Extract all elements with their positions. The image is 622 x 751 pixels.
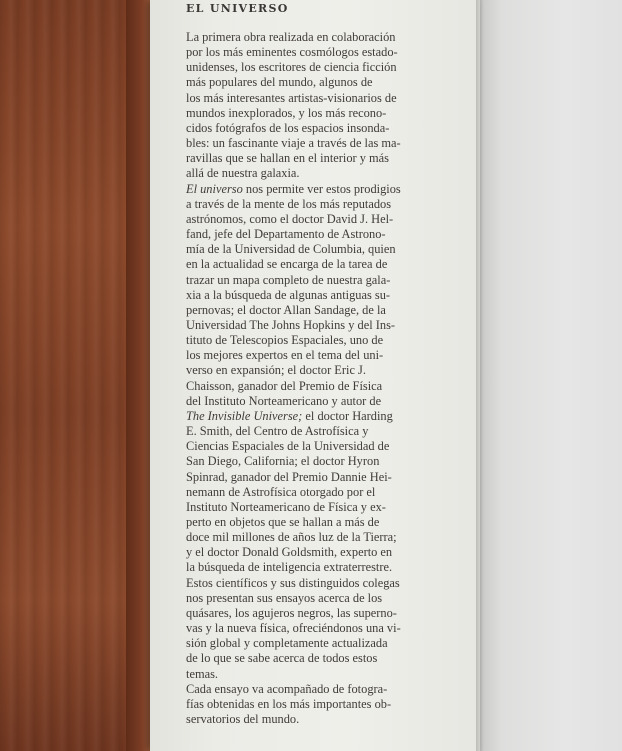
grey-backdrop bbox=[480, 0, 622, 751]
text-line: La primera obra realizada en colaboración bbox=[186, 30, 396, 44]
text-line: allá de nuestra galaxia. bbox=[186, 166, 300, 181]
text-line: astrónomos, como el doctor David J. Hel- bbox=[186, 211, 394, 226]
text-line: Cada ensayo va acompañado de fotogra- bbox=[186, 681, 388, 696]
text-line: más populares del mundo, algunos de bbox=[186, 75, 373, 90]
text-line: a través de la mente de los más reputados bbox=[186, 196, 392, 211]
text-line bbox=[186, 409, 422, 424]
text-line: Spinrad, ganador del Premio Dannie Hei- bbox=[186, 469, 392, 484]
text-line: los mejores expertos en el tema del uni- bbox=[186, 348, 384, 363]
text-line: los más interesantes artistas-visionarios de bbox=[186, 90, 397, 105]
book-title-heading: EL UNIVERSO bbox=[186, 2, 289, 15]
text-line: perto en objetos que se hallan a más de bbox=[186, 515, 380, 529]
text-line: ravillas que se hallan en el interior y más bbox=[186, 151, 389, 166]
page-shadow bbox=[476, 0, 484, 751]
text-line: la búsqueda de inteligencia extraterrestre. bbox=[186, 560, 393, 575]
text-line: mundos inexplorados, y los más recono- bbox=[186, 105, 387, 120]
text-line: Ciencias Espaciales de la Universidad de bbox=[186, 439, 390, 454]
text-line: Estos científicos y sus distinguidos colegas bbox=[186, 575, 400, 590]
text-line: servatorios del mundo. bbox=[186, 712, 300, 727]
text-line: San Diego, California; el doctor Hyron bbox=[186, 454, 380, 469]
text-line: y el doctor Donald Goldsmith, experto en bbox=[186, 545, 393, 560]
text-line: nos presentan sus ensayos acerca de los bbox=[186, 590, 383, 605]
text-line bbox=[186, 182, 422, 197]
book-title-italic: The Invisible Universe; bbox=[186, 408, 303, 423]
text-line: tituto de Telescopios Espaciales, uno de bbox=[186, 333, 384, 348]
text-line: xia a la búsqueda de algunas antiguas su- bbox=[186, 287, 391, 302]
text-fragment: nos permite ver estos prodigios bbox=[242, 181, 401, 196]
text-line: nemann de Astrofísica otorgado por el bbox=[186, 484, 376, 499]
text-line: de lo que se sabe acerca de todos estos bbox=[186, 651, 378, 666]
text-line: fías obtenidas en los más importantes ob- bbox=[186, 696, 392, 711]
book-title-italic: El universo bbox=[186, 181, 243, 196]
paragraph-scientists bbox=[186, 182, 422, 682]
text-line: quásares, los agujeros negros, las superno- bbox=[186, 605, 397, 620]
text-line: fand, jefe del Departamento de Astrono- bbox=[186, 227, 386, 242]
text-line: Chaisson, ganador del Premio de Física bbox=[186, 378, 383, 393]
text-line: mía de la Universidad de Columbia, quien bbox=[186, 242, 396, 257]
paragraph-intro bbox=[186, 30, 422, 182]
text-line: trazar un mapa completo de nuestra gala- bbox=[186, 272, 391, 287]
text-line: en la actualidad se encarga de la tarea de bbox=[186, 257, 388, 272]
text-line: por los más eminentes cosmólogos estado- bbox=[186, 45, 398, 60]
paragraph-photos bbox=[186, 682, 422, 727]
text-fragment: el doctor Harding bbox=[302, 408, 393, 423]
text-line: del Instituto Norteamericano y autor de bbox=[186, 393, 382, 408]
text-line: verso en expansión; el doctor Eric J. bbox=[186, 363, 366, 378]
flap-text-block bbox=[186, 30, 422, 727]
text-line: E. Smith, del Centro de Astrofísica y bbox=[186, 424, 369, 439]
text-line: pernovas; el doctor Allan Sandage, de la bbox=[186, 302, 386, 317]
text-line: cidos fotógrafos de los espacios insonda- bbox=[186, 120, 390, 135]
text-line: temas. bbox=[186, 666, 218, 681]
text-line: Universidad The Johns Hopkins y del Ins- bbox=[186, 317, 396, 332]
text-line: unidenses, los escritores de ciencia ficción bbox=[186, 60, 397, 75]
text-line: doce mil millones de años luz de la Tierra; bbox=[186, 530, 397, 545]
text-line: bles: un fascinante viaje a través de las ma- bbox=[186, 136, 401, 151]
text-line: sión global y completamente actualizada bbox=[186, 636, 388, 651]
text-line: vas y la nueva física, ofreciéndonos una vi- bbox=[186, 621, 401, 636]
text-line: Instituto Norteamericano de Física y ex- bbox=[186, 499, 386, 514]
table-edge bbox=[126, 0, 150, 751]
